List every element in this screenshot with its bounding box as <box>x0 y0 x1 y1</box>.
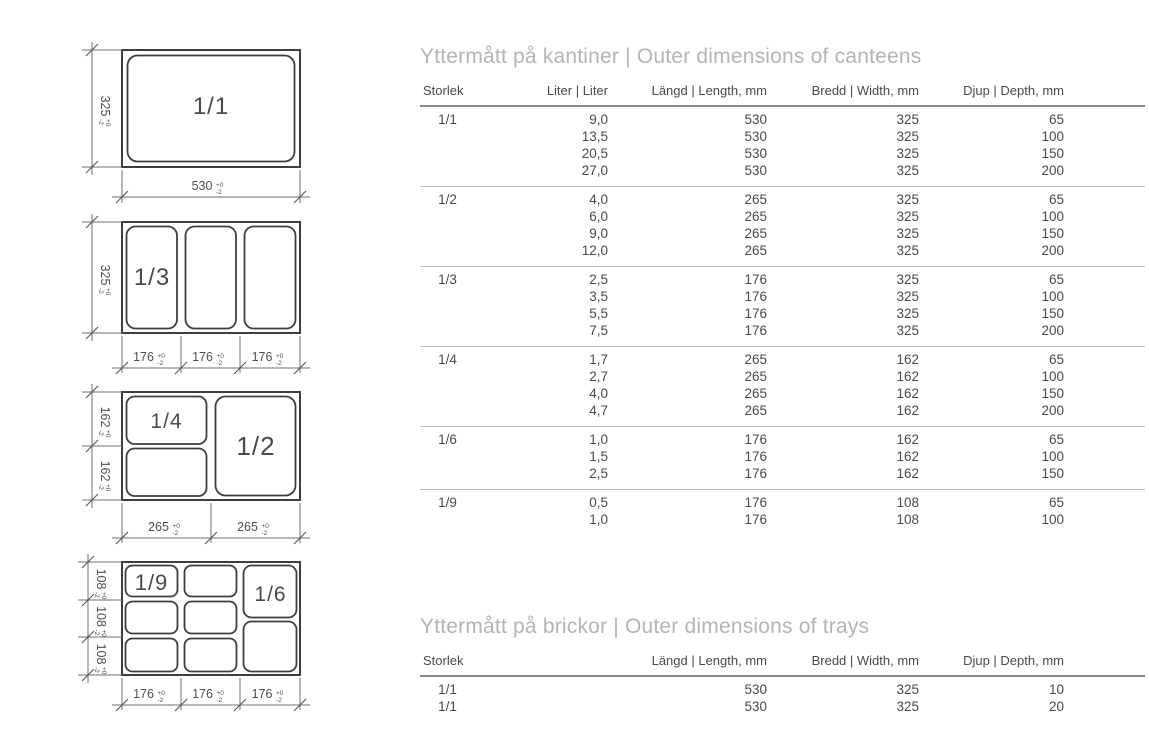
value-cell: 100 <box>1041 129 1064 145</box>
value-cell: 1,0 <box>589 432 608 448</box>
spacer-cell <box>1064 226 1145 243</box>
value-cell: 100 <box>1041 209 1064 225</box>
value-cell: 325 <box>896 226 919 242</box>
table-row <box>420 323 1145 347</box>
value-cell: 325 <box>896 209 919 225</box>
value-cell: 176 <box>744 289 767 305</box>
pan-size-label: 1/3 <box>133 264 171 291</box>
value-cell: 162 <box>896 386 919 402</box>
value-cell: 65 <box>1048 352 1064 368</box>
value-cell: 150 <box>1041 226 1064 242</box>
table-row <box>420 449 1145 466</box>
header-storlek: Storlek <box>420 83 475 106</box>
value-cell: 162 <box>896 449 919 465</box>
header-row <box>420 653 1145 676</box>
tolerance-minus: -2 <box>157 697 164 704</box>
drawing-pan-1-3 <box>82 214 310 374</box>
value-cell: 150 <box>1041 146 1064 162</box>
table-row <box>420 187 1145 209</box>
spacer-cell <box>1064 449 1145 466</box>
canteens-title: Yttermått på kantiner | Outer dimensions of canteens <box>420 45 922 68</box>
side-dimension <box>82 42 122 175</box>
size-cell: 1/6 <box>438 432 457 448</box>
tolerance-minus: -2 <box>93 667 100 673</box>
value-cell: 65 <box>1048 432 1064 448</box>
dim-text <box>192 179 224 196</box>
tolerance-minus: -2 <box>216 360 223 367</box>
value-cell: 150 <box>1041 466 1064 482</box>
spacer-cell <box>1064 243 1145 267</box>
value-cell: 176 <box>744 306 767 322</box>
value-cell: 325 <box>896 272 919 288</box>
value-cell: 325 <box>896 306 919 322</box>
spacer-cell <box>1064 146 1145 163</box>
value-cell: 200 <box>1041 163 1064 179</box>
spacer-cell <box>1064 466 1145 490</box>
value-cell: 100 <box>1041 369 1064 385</box>
value-cell: 325 <box>896 699 919 715</box>
dim-value: 176 <box>133 687 154 701</box>
dim-text <box>192 687 224 704</box>
tolerance-plus: +0 <box>104 430 111 438</box>
value-cell: 108 <box>896 495 919 511</box>
dim-value: 325 <box>98 264 112 286</box>
spacer-cell <box>1064 512 1145 536</box>
value-cell: 325 <box>896 243 919 259</box>
tolerance-plus: +0 <box>276 353 284 360</box>
spacer-cell <box>1064 403 1145 427</box>
value-cell: 200 <box>1041 323 1064 339</box>
value-cell: 9,0 <box>589 226 608 242</box>
size-cell: 1/3 <box>438 272 457 288</box>
dim-text <box>93 644 108 675</box>
pan-size-label: 1/1 <box>192 93 230 120</box>
dim-value: 530 <box>191 179 213 193</box>
value-cell: 2,5 <box>589 272 608 288</box>
value-cell: 100 <box>1041 449 1064 465</box>
tolerance-plus: +0 <box>276 690 284 697</box>
dim-value: 176 <box>251 350 273 364</box>
value-cell: 150 <box>1041 306 1064 322</box>
value-cell: 1,0 <box>589 512 608 528</box>
value-cell: 265 <box>744 403 767 419</box>
tolerance-minus: -2 <box>276 697 282 704</box>
table-row <box>420 386 1145 403</box>
drawing-pan-1-9-1-6 <box>78 554 310 711</box>
tolerance-minus: -2 <box>93 629 100 636</box>
value-cell: 162 <box>896 432 919 448</box>
value-cell: 0,5 <box>589 495 608 511</box>
table-group-1-2 <box>420 187 1145 267</box>
tolerance-minus: -2 <box>93 592 100 598</box>
table-group-1-3 <box>420 267 1145 347</box>
tolerance-plus: +0 <box>261 523 269 530</box>
dim-text <box>133 350 165 367</box>
dim-value: 176 <box>133 350 154 364</box>
value-cell: 176 <box>744 466 767 482</box>
dim-text <box>133 687 165 704</box>
value-cell: 265 <box>744 226 767 242</box>
dim-value: 325 <box>98 95 112 117</box>
gn-pan-drawings <box>60 30 330 730</box>
tolerance-minus: -2 <box>216 189 222 196</box>
dim-text <box>97 265 112 296</box>
value-cell: 530 <box>744 112 767 128</box>
header-spacer <box>1064 653 1145 676</box>
header-depth: Djup | Depth, mm <box>919 83 1064 106</box>
dim-text <box>97 407 112 438</box>
spacer-cell <box>1064 106 1145 129</box>
value-cell: 4,7 <box>589 403 608 419</box>
dim-text <box>252 687 284 704</box>
tolerance-plus: +0 <box>157 353 165 360</box>
table-header <box>420 653 1145 676</box>
trays-title: Yttermått på brickor | Outer dimensions of trays <box>420 615 870 638</box>
spacer-cell <box>1064 323 1145 347</box>
tolerance-minus: -2 <box>216 697 223 704</box>
value-cell: 150 <box>1041 386 1064 402</box>
dim-text <box>93 569 108 600</box>
value-cell: 4,0 <box>589 386 608 402</box>
spacer-cell <box>1064 187 1145 209</box>
spacer-cell <box>1064 209 1145 226</box>
table-row <box>420 267 1145 289</box>
tolerance-plus: +0 <box>104 288 111 296</box>
value-cell: 325 <box>896 682 919 698</box>
table-group-1-6 <box>420 427 1145 490</box>
tolerance-plus: +0 <box>104 484 111 492</box>
dim-text <box>237 520 269 537</box>
value-cell: 530 <box>744 129 767 145</box>
table-row <box>420 209 1145 226</box>
table-row <box>420 226 1145 243</box>
value-cell: 176 <box>744 449 767 465</box>
tolerance-plus: +0 <box>100 592 107 600</box>
value-cell: 200 <box>1041 243 1064 259</box>
tolerance-minus: -2 <box>97 430 104 436</box>
value-cell: 325 <box>896 163 919 179</box>
value-cell: 325 <box>896 192 919 208</box>
tolerance-plus: +0 <box>216 690 224 697</box>
value-cell: 100 <box>1041 289 1064 305</box>
header-width: Bredd | Width, mm <box>767 83 919 106</box>
value-cell: 3,5 <box>589 289 608 305</box>
dim-value: 108 <box>94 643 108 665</box>
value-cell: 325 <box>896 129 919 145</box>
size-cell: 1/1 <box>438 112 457 128</box>
tolerance-minus: -2 <box>97 288 104 294</box>
spacer-cell <box>1064 699 1145 723</box>
value-cell: 5,5 <box>589 306 608 322</box>
value-cell: 200 <box>1041 403 1064 419</box>
tolerance-plus: +0 <box>216 353 224 360</box>
header-depth: Djup | Depth, mm <box>919 653 1064 676</box>
dim-value: 108 <box>94 568 108 590</box>
header-liter: Liter | Liter <box>475 83 608 106</box>
spacer-cell <box>1064 347 1145 369</box>
value-cell: 13,5 <box>581 129 608 145</box>
value-cell: 325 <box>896 146 919 162</box>
value-cell: 265 <box>744 192 767 208</box>
trays-section <box>420 616 1146 722</box>
value-cell: 265 <box>744 369 767 385</box>
value-cell: 162 <box>896 403 919 419</box>
table-row <box>420 289 1145 306</box>
table-row <box>420 466 1145 490</box>
dim-text <box>97 461 112 492</box>
spacer-cell <box>1064 163 1145 187</box>
table-body <box>420 676 1145 722</box>
header-length: Längd | Length, mm <box>608 83 767 106</box>
value-cell: 162 <box>896 352 919 368</box>
value-cell: 176 <box>744 512 767 528</box>
value-cell: 176 <box>744 432 767 448</box>
tolerance-plus: +0 <box>216 182 224 189</box>
table-group-1-9 <box>420 490 1145 536</box>
dim-text <box>192 350 224 367</box>
value-cell: 1,5 <box>589 449 608 465</box>
table-row <box>420 403 1145 427</box>
dim-value: 265 <box>237 520 258 534</box>
value-cell: 325 <box>896 323 919 339</box>
pan-size-label: 1/2 <box>236 431 276 461</box>
spacer-cell <box>1064 369 1145 386</box>
value-cell: 65 <box>1048 112 1064 128</box>
bottom-dimension <box>112 503 310 544</box>
value-cell: 325 <box>896 289 919 305</box>
size-cell: 1/2 <box>438 192 457 208</box>
value-cell: 265 <box>744 352 767 368</box>
bottom-dimension <box>112 336 310 374</box>
table-row <box>420 129 1145 146</box>
value-cell: 10 <box>1048 682 1064 698</box>
table-row <box>420 369 1145 386</box>
table-row <box>420 427 1145 449</box>
table-row <box>420 676 1145 699</box>
value-cell: 65 <box>1048 192 1064 208</box>
pan-size-label: 1/4 <box>150 410 183 433</box>
header-width: Bredd | Width, mm <box>767 653 919 676</box>
value-cell: 100 <box>1041 512 1064 528</box>
tolerance-plus: +0 <box>104 119 111 127</box>
value-cell: 7,5 <box>589 323 608 339</box>
value-cell: 6,0 <box>589 209 608 225</box>
drawing-pan-1-4-1-2 <box>82 384 310 544</box>
value-cell: 12,0 <box>581 243 608 259</box>
header-row <box>420 83 1145 106</box>
size-cell: 1/1 <box>438 682 457 698</box>
value-cell: 530 <box>744 682 767 698</box>
value-cell: 325 <box>896 112 919 128</box>
spacer-cell <box>1064 386 1145 403</box>
dim-value: 108 <box>94 606 108 627</box>
tolerance-minus: -2 <box>276 360 282 367</box>
spacer-cell <box>1064 267 1145 289</box>
dim-value: 176 <box>192 350 213 364</box>
size-cell: 1/9 <box>438 495 457 511</box>
tolerance-minus: -2 <box>97 484 104 490</box>
dim-text <box>93 606 108 637</box>
value-cell: 530 <box>744 163 767 179</box>
tolerance-plus: +0 <box>172 523 180 530</box>
pan-size-label: 1/6 <box>254 583 287 606</box>
tolerance-minus: -2 <box>172 530 179 537</box>
value-cell: 176 <box>744 323 767 339</box>
value-cell: 265 <box>744 209 767 225</box>
bottom-dimension <box>112 170 310 203</box>
table-group-1-1 <box>420 106 1145 187</box>
table-row <box>420 243 1145 267</box>
table-row <box>420 163 1145 187</box>
value-cell: 27,0 <box>581 163 608 179</box>
size-cell: 1/4 <box>438 352 457 368</box>
bottom-dimension <box>112 678 310 711</box>
table-row <box>420 146 1145 163</box>
header-storlek: Storlek <box>420 653 475 676</box>
table-row <box>420 490 1145 512</box>
tolerance-plus: +0 <box>157 690 165 697</box>
canteens-table <box>420 83 1145 535</box>
dim-value: 162 <box>98 406 112 428</box>
spacer-cell <box>1064 289 1145 306</box>
value-cell: 9,0 <box>589 112 608 128</box>
side-dimension <box>82 384 122 508</box>
dim-text <box>148 520 180 537</box>
dim-value: 176 <box>192 687 213 701</box>
value-cell: 2,5 <box>589 466 608 482</box>
header-spacer <box>1064 83 1145 106</box>
table-row <box>420 347 1145 369</box>
tolerance-plus: +0 <box>100 667 107 675</box>
value-cell: 20 <box>1048 699 1064 715</box>
value-cell: 20,5 <box>581 146 608 162</box>
canteens-section <box>420 46 1146 535</box>
value-cell: 162 <box>896 466 919 482</box>
tolerance-minus: -2 <box>97 119 104 125</box>
size-cell: 1/1 <box>438 699 457 715</box>
value-cell: 65 <box>1048 495 1064 511</box>
value-cell: 4,0 <box>589 192 608 208</box>
dim-value: 265 <box>148 520 169 534</box>
value-cell: 530 <box>744 146 767 162</box>
dim-text <box>252 350 284 367</box>
table-row <box>420 512 1145 536</box>
tolerance-minus: -2 <box>157 360 164 367</box>
value-cell: 265 <box>744 386 767 402</box>
value-cell: 65 <box>1048 272 1064 288</box>
tolerance-plus: +0 <box>100 629 107 637</box>
drawing-pan-1-1 <box>82 42 310 203</box>
spacer-cell <box>1064 427 1145 449</box>
table-row <box>420 106 1145 129</box>
trays-table <box>420 653 1145 722</box>
value-cell: 108 <box>896 512 919 528</box>
header-length: Längd | Length, mm <box>475 653 767 676</box>
value-cell: 530 <box>744 699 767 715</box>
value-cell: 162 <box>896 369 919 385</box>
table-header <box>420 83 1145 106</box>
spacer-cell <box>1064 676 1145 699</box>
value-cell: 176 <box>744 272 767 288</box>
dim-text <box>97 96 112 127</box>
table-row <box>420 306 1145 323</box>
table-row <box>420 699 1145 723</box>
value-cell: 176 <box>744 495 767 511</box>
value-cell: 2,7 <box>589 369 608 385</box>
value-cell: 265 <box>744 243 767 259</box>
tolerance-minus: -2 <box>261 530 268 537</box>
table-group-1-4 <box>420 347 1145 427</box>
value-cell: 1,7 <box>589 352 608 368</box>
spacer-cell <box>1064 490 1145 512</box>
side-dimension <box>78 554 122 683</box>
spacer-cell <box>1064 306 1145 323</box>
side-dimension <box>82 214 122 341</box>
dim-value: 176 <box>251 687 273 701</box>
spacer-cell <box>1064 129 1145 146</box>
pan-size-label: 1/9 <box>134 570 169 595</box>
dim-value: 162 <box>98 460 112 482</box>
